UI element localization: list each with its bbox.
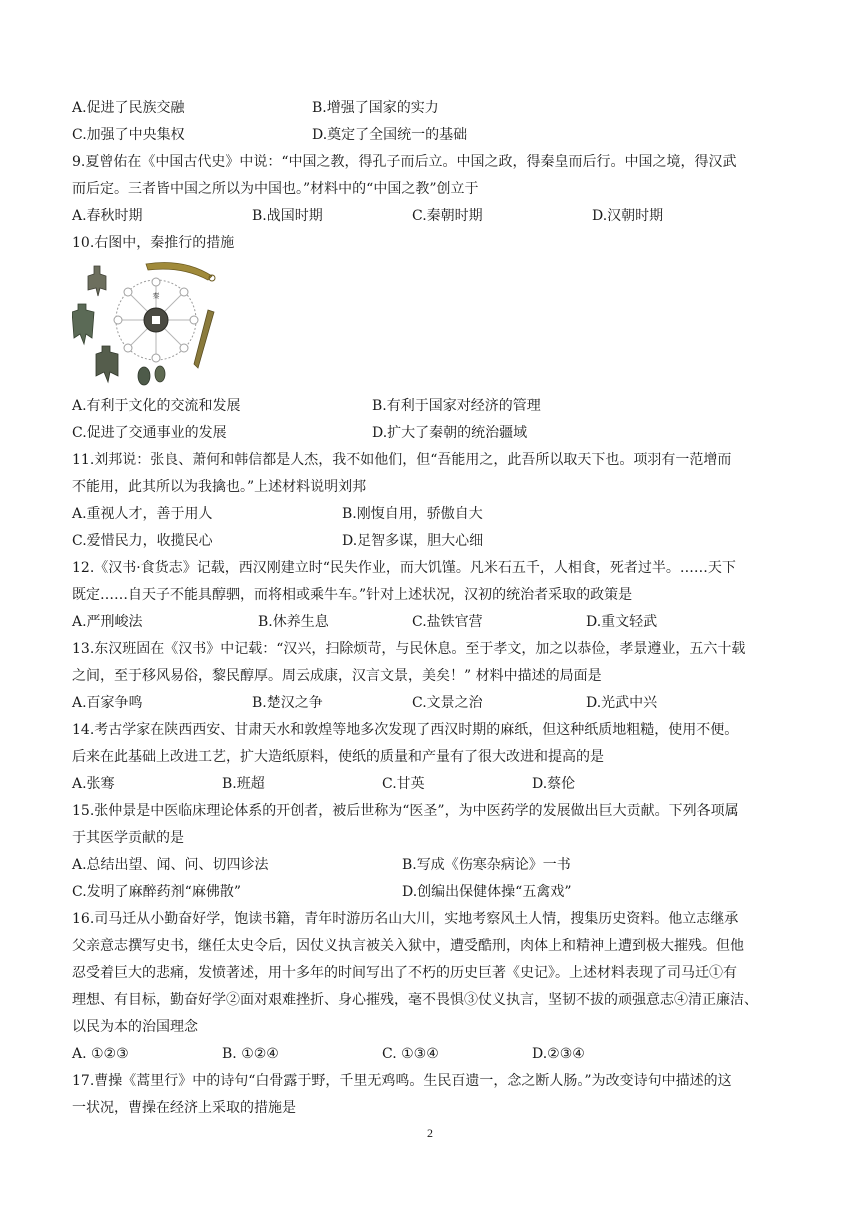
q16-stem-line: 父亲意志撰写史书，继任太史令后，因仗义执言被关入狱中，遭受酷刑，肉体上和精神上遭到极大摧残。但他 <box>72 938 744 954</box>
q15-option-b: B.写成《伤寒杂病论》一书 <box>402 857 571 873</box>
q12-option-b: B.休养生息 <box>258 614 329 630</box>
q16-option-b: B. ①②④ <box>222 1046 279 1062</box>
q11-option-c: C.爱惜民力，收揽民心 <box>72 533 213 549</box>
q13-stem-line: 之间，至于移风易俗，黎民醇厚。周云成康，汉言文景，美矣！” 材料中描述的局面是 <box>72 668 602 684</box>
q16-option-d: D.②③④ <box>532 1046 585 1062</box>
q10-option-c: C.促进了交通事业的发展 <box>72 425 227 441</box>
q10-option-d: D.扩大了秦朝的统治疆域 <box>372 425 528 441</box>
q15-stem-line: 15.张仲景是中医临床理论体系的开创者，被后世称为“医圣”，为中医药学的发展做出巨大贡献。下列各项属 <box>72 803 739 819</box>
q16-option-a: A. ①②③ <box>72 1046 129 1062</box>
q10-option-a: A.有利于文化的交流和发展 <box>72 398 241 414</box>
q14-option-d: D.蔡伦 <box>532 776 576 792</box>
q10-stem-line: 10.右图中，秦推行的措施 <box>72 235 235 251</box>
figure-center-label: 秦 <box>152 292 160 300</box>
spade-coin-bottom-icon <box>96 346 118 382</box>
antnose-coin-icon <box>155 366 165 382</box>
q12-option-d: D.重文轻武 <box>586 614 658 630</box>
q9-stem-line: 而后定。三者皆中国之所以为中国也。”材料中的“中国之教”创立于 <box>72 181 479 197</box>
q13-option-a: A.百家争鸣 <box>72 695 143 711</box>
q17-stem-line: 17.曹操《蒿里行》中的诗句“白骨露于野，千里无鸡鸣。生民百遗一，念之断人肠。”为改变诗句中描述的这 <box>72 1073 732 1089</box>
q16-option-c: C. ①③④ <box>382 1046 439 1062</box>
q15-stem-line: 于其医学贡献的是 <box>72 830 184 846</box>
q9-stem-line: 9.夏曾佑在《中国古代史》中说：“中国之教，得孔子而后立。中国之政，得秦皇而后行。中国之境，得汉武 <box>72 154 737 170</box>
q15-option-a: A.总结出望、闻、问、切四诊法 <box>72 857 269 873</box>
qin-coinage-figure <box>72 258 222 388</box>
spade-coin-icon <box>88 266 106 296</box>
q15-option-d: D.创编出保健体操“五禽戏” <box>402 884 572 900</box>
q14-stem-line: 14.考古学家在陕西西安、甘肃天水和敦煌等地多次发现了西汉时期的麻纸，但这种纸质地粗糙，使用不便。 <box>72 722 739 738</box>
q9-option-a: A.春秋时期 <box>72 208 143 224</box>
q9-option-d: D.汉朝时期 <box>592 208 664 224</box>
q16-stem-line: 理想、有目标，勤奋好学②面对艰难挫折、身心摧残，毫不畏惧③仗义执言，坚韧不拔的顽强意志④清正廉洁、 <box>72 992 758 1008</box>
q11-stem-line: 不能用，此其所以为我擒也。”上述材料说明刘邦 <box>72 479 367 495</box>
q11-stem-line: 11.刘邦说：张良、萧何和韩信都是人杰，我不如他们，但“吾能用之，此吾所以取天下也。项羽有一范增而 <box>72 452 732 468</box>
knife-coin-icon <box>146 263 212 281</box>
q14-option-c: C.甘英 <box>382 776 425 792</box>
q12-option-a: A.严刑峻法 <box>72 614 143 630</box>
q9-option-b: B.战国时期 <box>252 208 323 224</box>
q16-stem-line: 16.司马迁从小勤奋好学，饱读书籍，青年时游历名山大川，实地考察风土人情，搜集历史资料。他立志继承 <box>72 911 739 927</box>
q8-option-c: C.加强了中央集权 <box>72 127 185 143</box>
q8-option-d: D.奠定了全国统一的基础 <box>312 127 468 143</box>
spade-coin-left-icon <box>72 304 94 344</box>
antnose-coin-icon <box>138 367 150 385</box>
q13-option-b: B.楚汉之争 <box>252 695 323 711</box>
q14-stem-line: 后来在此基础上改进工艺，扩大造纸原料，使纸的质量和产量有了很大改进和提高的是 <box>72 749 604 765</box>
q16-stem-line: 以民为本的治国理念 <box>72 1019 198 1035</box>
q9-option-c: C.秦朝时期 <box>412 208 483 224</box>
q17-stem-line: 一状况，曹操在经济上采取的措施是 <box>72 1100 296 1116</box>
q14-option-b: B.班超 <box>222 776 265 792</box>
q11-option-a: A.重视人才，善于用人 <box>72 506 213 522</box>
q8-option-a: A.促进了民族交融 <box>72 100 185 116</box>
page-number: 2 <box>427 1126 433 1140</box>
q16-stem-line: 忍受着巨大的悲痛，发愤著述，用十多年的时间写出了不朽的历史巨著《史记》。上述材料表现了司马迁①有 <box>72 965 737 981</box>
q12-stem-line: 既定……自天子不能具醇驷，而将相或乘牛车。”针对上述状况，汉初的统治者采取的政策是 <box>72 587 633 603</box>
q13-option-c: C.文景之治 <box>412 695 483 711</box>
q13-stem-line: 13.东汉班固在《汉书》中记载：“汉兴，扫除烦苛，与民休息。至于孝文，加之以恭俭，孝景遵业，五六十载 <box>72 641 746 657</box>
q11-option-b: B.刚愎自用，骄傲自大 <box>342 506 483 522</box>
q11-option-d: D.足智多谋，胆大心细 <box>342 533 484 549</box>
q8-option-b: B.增强了国家的实力 <box>312 100 439 116</box>
q13-option-d: D.光武中兴 <box>586 695 658 711</box>
q12-stem-line: 12.《汉书·食货志》记载，西汉刚建立时“民失作业，而大饥馑。凡米石五千，人相食，死者过半。……天下 <box>72 560 736 576</box>
q10-option-b: B.有利于国家对经济的管理 <box>372 398 541 414</box>
q12-option-c: C.盐铁官营 <box>412 614 483 630</box>
q15-option-c: C.发明了麻醉药剂“麻佛散” <box>72 884 241 900</box>
q14-option-a: A.张骞 <box>72 776 115 792</box>
coin-square-hole <box>152 316 160 324</box>
